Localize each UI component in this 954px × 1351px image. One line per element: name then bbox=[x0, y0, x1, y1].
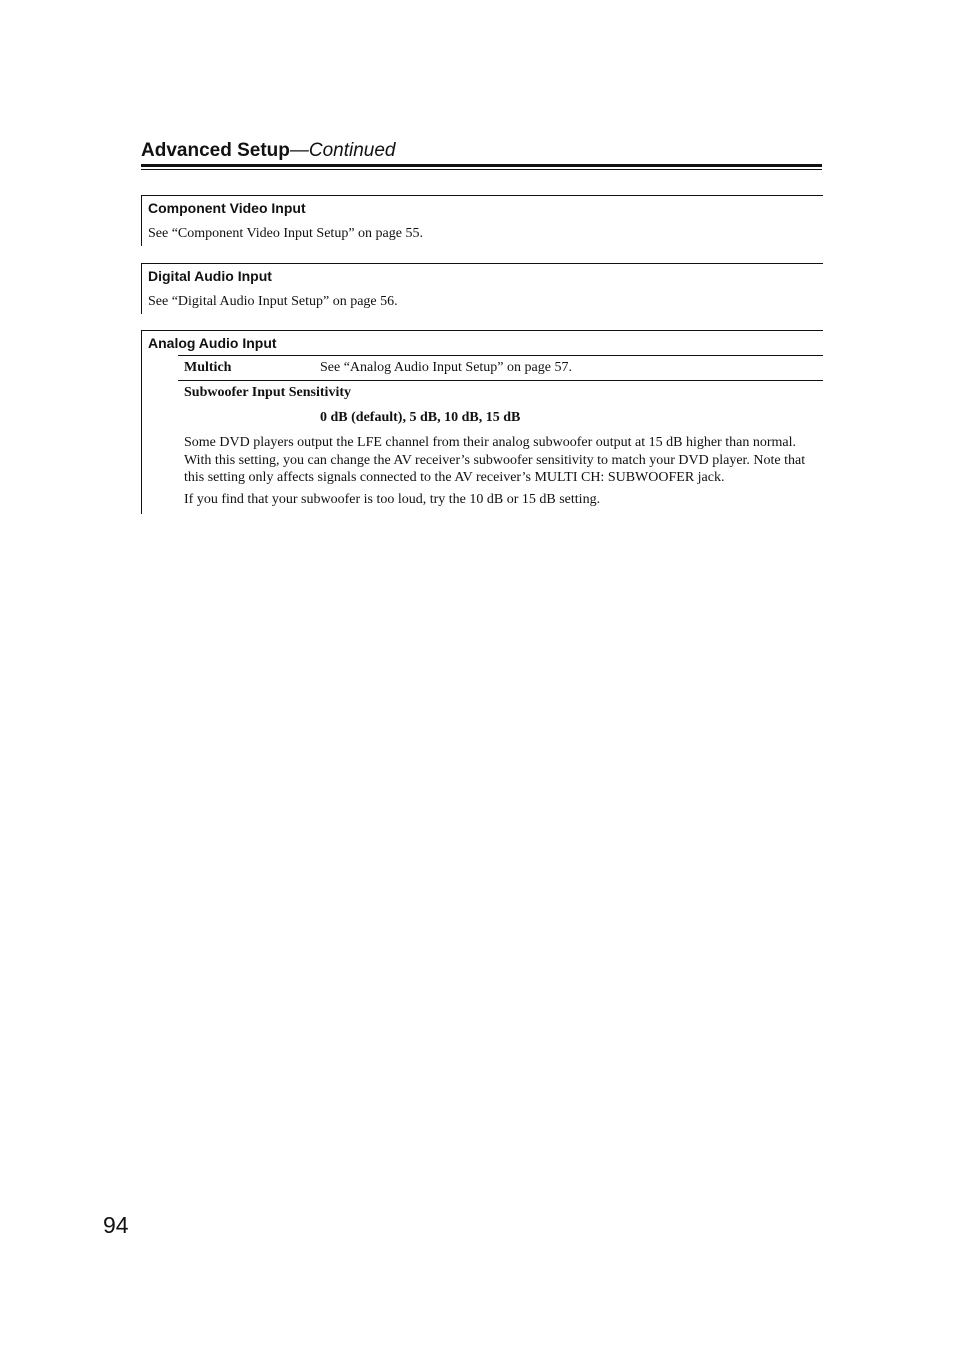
setting-values: 0 dB (default), 5 dB, 10 dB, 15 dB bbox=[320, 410, 521, 425]
page-header bbox=[141, 139, 821, 163]
setting-paragraph: Some DVD players output the LFE channel from their analog subwoofer output at 15 dB higher than normal. With this setting, you can change the AV receiver’s subwoofer sensitivity to match your DVD player. Note that this setting only affects signals connected to the AV receiver’s MULTI CH: SUBWOOFER jack. bbox=[184, 435, 806, 485]
section-component-video-input bbox=[141, 195, 823, 246]
setting-label: Multich bbox=[184, 360, 232, 375]
page-title: Advanced Setup bbox=[141, 140, 290, 161]
table-row-subwoofer bbox=[178, 381, 823, 405]
page-subtitle: —Continued bbox=[289, 140, 396, 161]
settings-table bbox=[178, 355, 823, 508]
header-rule-thin bbox=[141, 169, 822, 170]
setting-description: See “Analog Audio Input Setup” on page 57. bbox=[320, 360, 572, 375]
header-rule-thick bbox=[141, 164, 822, 167]
setting-paragraph: If you find that your subwoofer is too loud, try the 10 dB or 15 dB setting. bbox=[184, 491, 601, 507]
section-title: Component Video Input bbox=[148, 200, 306, 216]
section-text: See “Digital Audio Input Setup” on page 56. bbox=[148, 294, 398, 309]
section-title: Digital Audio Input bbox=[148, 268, 272, 284]
section-text: See “Component Video Input Setup” on page 55. bbox=[148, 226, 423, 241]
section-analog-audio-input bbox=[141, 330, 823, 514]
section-digital-audio-input bbox=[141, 263, 823, 314]
section-title: Analog Audio Input bbox=[148, 335, 277, 351]
setting-label: Subwoofer Input Sensitivity bbox=[184, 385, 352, 400]
table-row-multich bbox=[178, 356, 823, 381]
page-number: 94 bbox=[103, 1212, 129, 1238]
